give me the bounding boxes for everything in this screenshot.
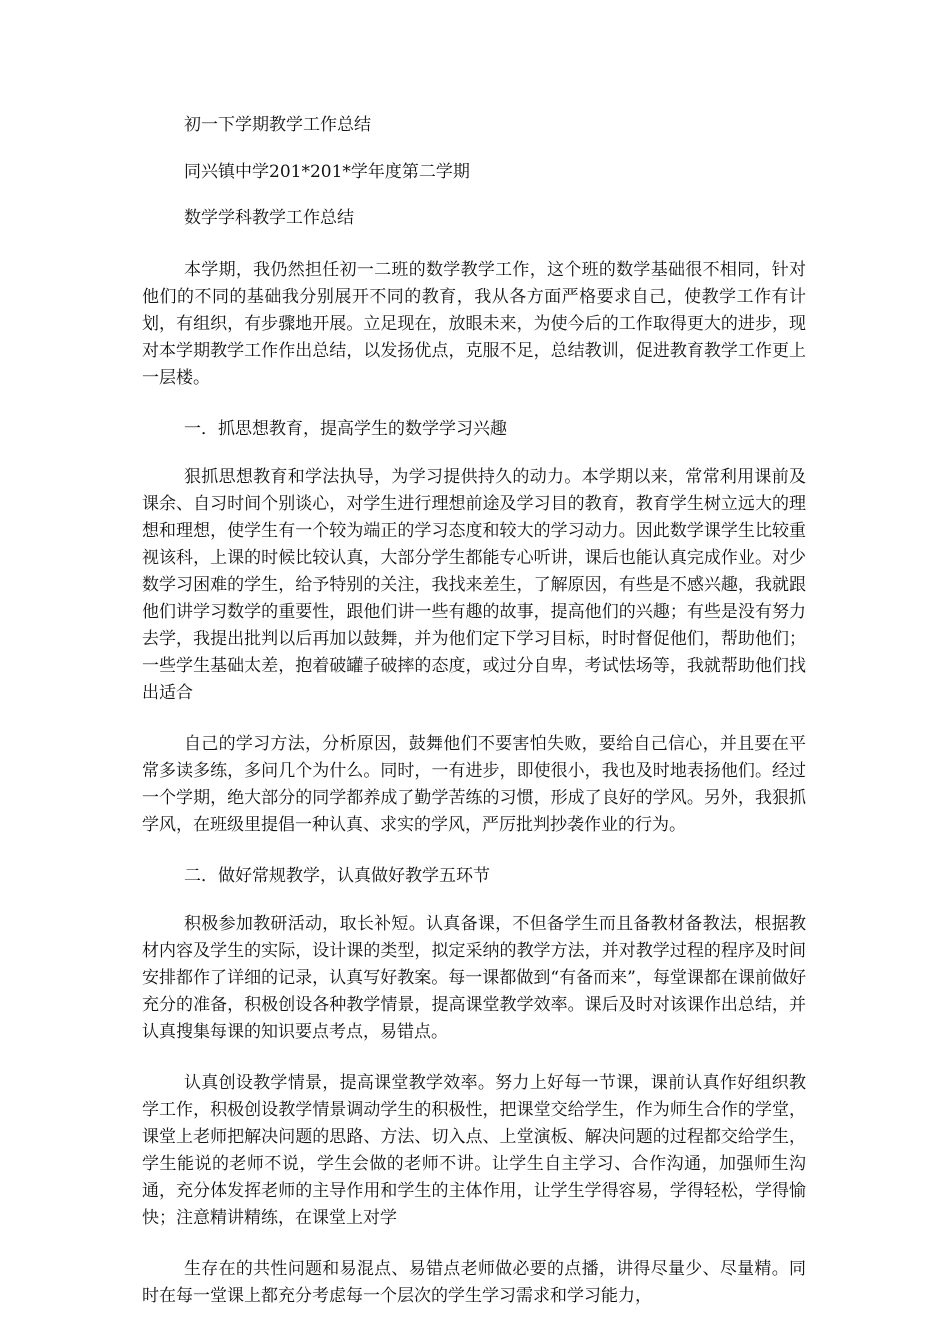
section-2-paragraph-3: 生存在的共性问题和易混点、易错点老师做必要的点播，讲得尽量少、尽量精。同时在每一堂课上都充分考虑每一个层次的学生学习需求和学习能力， (142, 1259, 806, 1306)
section-2-paragraph-2: 认真创设教学情景，提高课堂教学效率。努力上好每一节课，课前认真作好组织教学工作，积极创设教学情景调动学生的积极性，把课堂交给学生，作为师生合作的学堂，课堂上老师把解决问题的思路、方法、切入点、上堂演板、解决问题的过程都交给学生，学生能说的老师不说，学生会做的老师不讲。让学生自主学习、合作沟通，加强师生沟通，充分体发挥老师的主导作用和学生的主体作用，让学生学得容易，学得轻松，学得愉快；注意精讲精练，在课堂上对学 (142, 1073, 806, 1228)
subject-line: 数学学科教学工作总结 (184, 208, 354, 228)
document-title: 初一下学期教学工作总结 (184, 115, 371, 135)
section-2-paragraph-1: 积极参加教研活动，取长补短。认真备课，不但备学生而且备教材备教法，根据教材内容及学生的实际，设计课的类型，拟定采纳的教学方法，并对教学过程的程序及时间安排都作了详细的记录，认真写好教案。每一课都做到“有备而来”，每堂课都在课前做好充分的准备，积极创设各种教学情景，提高课堂教学效率。课后及时对该课作出总结，并认真搜集每课的知识要点考点，易错点。 (142, 914, 806, 1042)
intro-paragraph: 本学期，我仍然担任初一二班的数学教学工作，这个班的数学基础很不相同，针对他们的不同的基础我分别展开不同的教育，我从各方面严格要求自己，使教学工作有计划，有组织，有步骤地开展。立足现在，放眼未来，为使今后的工作取得更大的进步，现对本学期教学工作作出总结，以发扬优点，克服不足，总结教训，促进教育教学工作更上一层楼。 (142, 260, 806, 388)
section-2-heading: 二．做好常规教学，认真做好教学五环节 (184, 866, 490, 886)
section-1-heading: 一．抓思想教育，提高学生的数学学习兴趣 (184, 419, 507, 439)
section-1-paragraph-1: 狠抓思想教育和学法执导，为学习提供持久的动力。本学期以来，常常利用课前及课余、自习时间个别谈心，对学生进行理想前途及学习目的教育，教育学生树立远大的理想和理想，使学生有一个较为端正的学习态度和较大的学习动力。因此数学课学生比较重视该科，上课的时候比较认真，大部分学生都能专心听讲，课后也能认真完成作业。对少数学习困难的学生，给予特别的关注，我找来差生，了解原因，有些是不感兴趣，我就跟他们讲学习数学的重要性，跟他们讲一些有趣的故事，提高他们的兴趣；有些是没有努力去学，我提出批判以后再加以鼓舞，并为他们定下学习目标，时时督促他们，帮助他们；一些学生基础太差，抱着破罐子破摔的态度，或过分自卑，考试怯场等，我就帮助他们找出适合 (142, 467, 806, 703)
section-1-paragraph-2: 自己的学习方法，分析原因，鼓舞他们不要害怕失败，要给自己信心，并且要在平常多读多练，多问几个为什么。同时，一有进步，即使很小，我也及时地表扬他们。经过一个学期，绝大部分的同学都养成了勤学苦练的习惯，形成了良好的学风。另外，我狠抓学风，在班级里提倡一种认真、求实的学风，严厉批判抄袭作业的行为。 (142, 734, 806, 835)
school-term-line: 同兴镇中学201*201*学年度第二学期 (184, 162, 470, 182)
document-body (142, 112, 806, 1334)
